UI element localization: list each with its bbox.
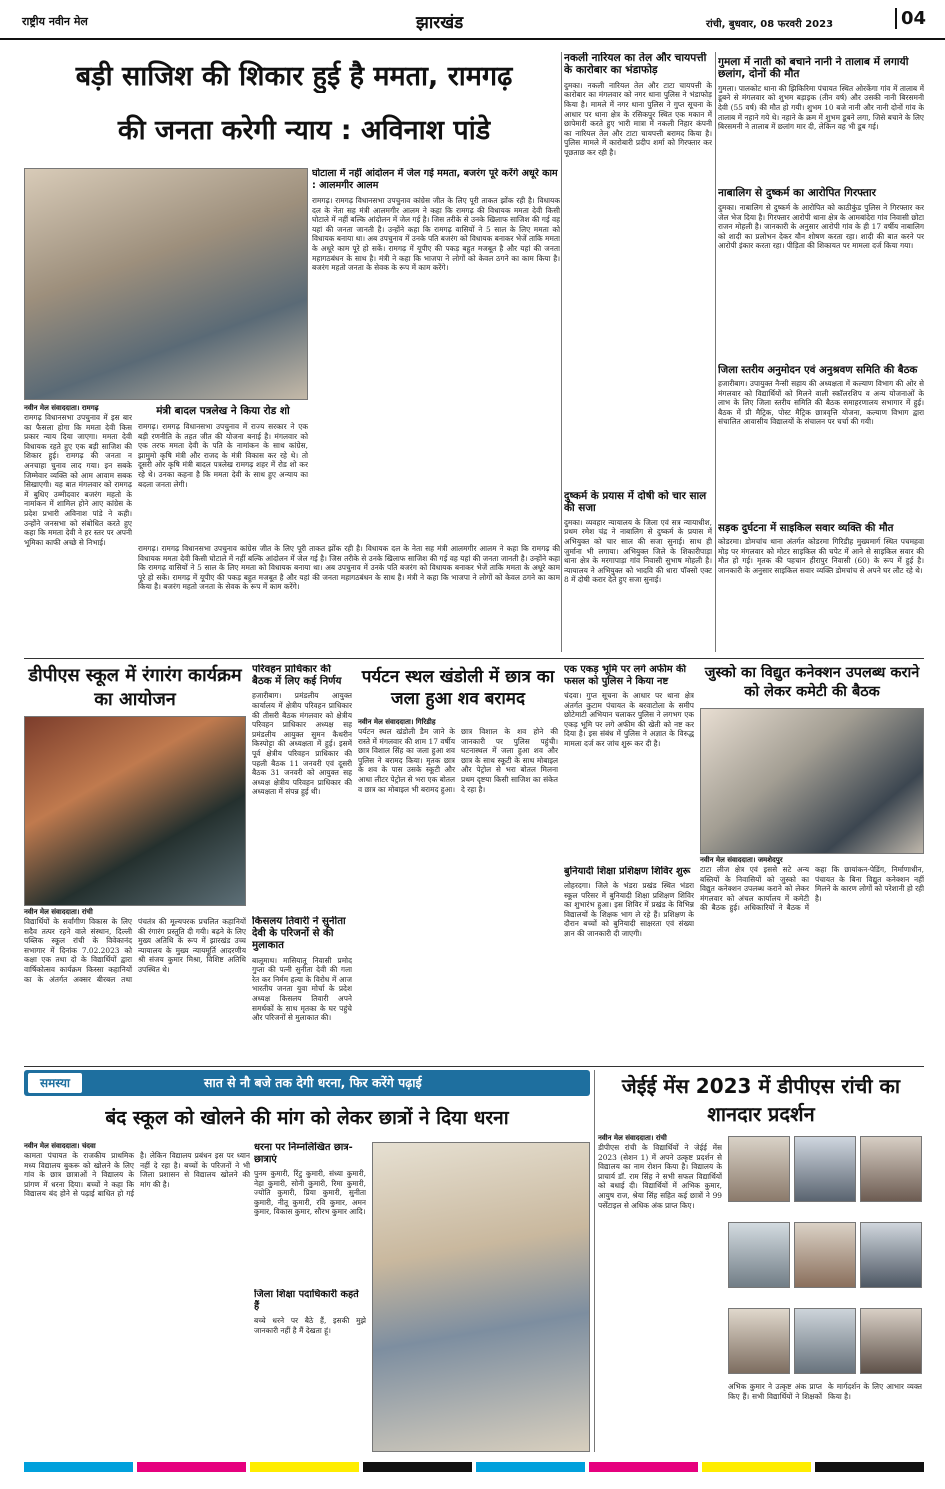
naryal-story	[564, 52, 712, 492]
nabalig-body: दुमका। नाबालिग से दुष्कर्म के आरोपित को काठीकुंड पुलिस ने गिरफ्तार कर जेल भेज दिया है। गिरफ्तार आरोपी थाना क्षेत्र के आमबांदेरा गांव निवासी छोटा राजन मोहली है। जानकारी के अनुसार आरोपी गांव के ही 17 वर्षीय नाबालिग को शादी का प्रलोभन देकर यौन शोषण करता रहा। शादी की बात करने पर आरोपी इंकार करता रहा। पीड़िता की शिकायत पर मामला दर्ज किया गया।	[718, 203, 924, 251]
samasya-headline: बंद स्कूल को खोलने की मांग को लेकर छात्रों ने दिया धरना	[105, 1107, 509, 1129]
jee-student-photo-2	[794, 1136, 856, 1202]
samasya-sub2: जिला शिक्षा पदाधिकारी कहते हैं	[254, 1289, 359, 1312]
samasya-quote: बच्चे धरने पर बैठे हैं, इसकी मुझे जानकारी नहीं है मैं देखता हूं।	[254, 1316, 366, 1335]
col-rule-1	[561, 52, 562, 652]
buniyadi-body: लोहरदगा। जिले के भंडरा प्रखंड स्थित भंडरा स्कूल परिसर में बुनियादी शिक्षा प्रशिक्षण शिविर का शुभारंभ हुआ। इस शिविर में प्रखंड के विभिन्न विद्यालयों के शिक्षक भाग ले रहे हैं। प्रशिक्षण के दौरान बच्चों को बुनियादी साक्षरता एवं संख्या ज्ञान की जानकारी दी जाएगी।	[564, 881, 694, 938]
dushkarm-story	[564, 490, 712, 652]
gumla-headline: गुमला में नाती को बचाने नानी ने तालाब में लगायी छलांग, दोनों की मौत	[718, 56, 909, 81]
jee-student-photo-5	[794, 1222, 856, 1288]
gumla-story	[718, 56, 924, 184]
samasya-body: कामता पंचायत के राजकीय प्राथमिक मध्य विद्यालय बुकरू को खोलने के लिए गांव के छात्र छात्राओं ने विद्यालय के प्रांगण में धरना दिया। बच्चों ने कहा कि विद्यालय बंद होने से पढ़ाई बाधित हो गई है। लेकिन विद्यालय प्रबंधन इस पर ध्यान नहीं दे रहा है। बच्चों के परिजनों ने भी जिला प्रशासन से विद्यालय खोलने की मांग की है।	[24, 1151, 250, 1199]
samiti-body: हजारीबाग। उपायुक्त नैन्सी सहाय की अध्यक्षता में कल्याण विभाग की ओर से मंगलवार को विद्यार्थियों को मिलने वाली स्कॉलरशिप व अन्य योजनाओं के लाभ के लिए जिला स्तरीय समिति की बैठक समाहरणालय सभागार में हुई। बैठक में प्री मैट्रिक, पोस्ट मैट्रिक छात्रवृत्ति योजना, कल्याण विभाग द्वारा संचालित आवासीय विद्यालयों के संचालन पर चर्चा की गयी।	[718, 379, 924, 427]
sadak-headline: सड़क दुर्घटना में साइकिल सवार व्यक्ति की मौत	[718, 523, 894, 534]
buniyadi-headline: बुनियादी शिक्षा प्रशिक्षण शिविर शुरू	[564, 866, 691, 877]
jee-headline: जेईई मेंस 2023 में डीपीएस रांची का शानदार प्रदर्शन	[621, 1074, 901, 1126]
jee-student-photo-4	[728, 1222, 790, 1288]
naryal-headline: नकली नारियल का तेल और चायपत्ती के कारोबार का भंडाफोड़	[564, 52, 707, 77]
dateline: रांची, बुधवार, 08 फरवरी 2023	[706, 19, 834, 30]
jusco-body: टाटा लीज क्षेत्र एवं इससे सटे अन्य बस्तियों के निवासियों को जुस्को का विद्युत कनेक्शन उपलब्ध कराने को लेकर मंगलवार को अंचल कार्यालय में कमेटी की बैठक हुई। अधिकारियों ने बैठक में कहा कि छायांकन-पेडिंग, निर्माणाधीन, पंचायत के बिना विद्युत कनेक्शन नहीं मिलने के कारण लोगों को परेशानी हो रही है।	[700, 865, 924, 913]
paryatan-story	[358, 718, 558, 1060]
samasya-tag: समस्या	[28, 1073, 82, 1093]
samasya-sub1: धरना पर निम्नलिखित छात्र-छात्राएं	[254, 1142, 353, 1165]
jee-student-photo-6	[860, 1222, 922, 1288]
jusco-caption: नवीन मेल संवाददाता। जमशेदपुर	[700, 856, 783, 864]
jee-student-photo-1	[728, 1136, 790, 1202]
samasya-banner	[24, 1070, 590, 1096]
samasya-story	[24, 1142, 250, 1452]
dps-photo	[24, 716, 246, 906]
afeem-headline: एक एकड़ भूमि पर लगे अफीम की फसल को पुलिस ने किया नष्ट	[564, 664, 687, 687]
lead-headline-line2: की जनता करेगी न्याय : अविनाश पांडे	[117, 115, 491, 146]
sadak-body: कोडरमा। डोमचांच थाना अंतर्गत कोडरमा गिरिडीह मुख्यमार्ग स्थित पचमहवा मोड़ पर मंगलवार को मोटर साइकिल की चपेट में आने से साइकिल सवार की मौत हो गई। मृतक की पहचान हीरापुर निवासी (60) के रूप में हुई है। जानकारी के अनुसार साइकिल सवार व्यक्ति डोमचांच से अपने घर लौट रहे थे।	[718, 537, 924, 575]
lead-headline-line1: बड़ी साजिश की शिकार हुई है ममता, रामगढ़	[75, 61, 513, 92]
paryatan-headline: पर्यटन स्थल खंडोली में छात्र का जला हुआ शव बरामद	[361, 667, 555, 709]
lead-continued: रामगढ़। रामगढ़ विधानसभा उपचुनाव कांग्रेस जीत के लिए पूरी ताकत झोंक रही है। विधायक दल के नेता सह मंत्री आलमगीर आलम ने कहा कि रामगढ़ की विधायक ममता देवी किसी घोटाले में नहीं बल्कि आंदोलन में जेल गई है। जिस तरीके से उनके खिलाफ साजिश की गई वह यहां की जनता जानती है। उन्होंने कहा कि रामगढ़ वासियों ने 5 साल के लिए ममता को विधायक बनाया था। अब उपचुनाव में उनके पति बजरंग को विधायक बनाकर भेजें ताकि ममता के अधूरे काम पूरे हो सकें। रामगढ़ में यूपीए की पकड़ बहुत मजबूत है और यहां की जनता महागठबंधन के साथ है। मंत्री ने कहा कि भाजपा ने लोगों को केवल ठगने का काम किया है। बजरंग महतो जनता के सेवक के रूप में काम करेंगे।	[138, 544, 560, 592]
jee-student-photo-8	[794, 1308, 856, 1374]
jee-footer: अभिक कुमार ने उत्कृष्ट अंक प्राप्त किए हैं। सभी विद्यार्थियों ने शिक्षकों के मार्गदर्शन के लिए आभार व्यक्त किया है।	[728, 1382, 922, 1401]
samasya-kicker: सात से नौ बजे तक देगी धरना, फिर करेंगे पढ़ाई	[204, 1075, 422, 1090]
jee-story	[598, 1134, 722, 1452]
side-story	[312, 168, 560, 540]
dps-headline: डीपीएस स्कूल में रंगारंग कार्यक्रम का आयोजन	[28, 665, 242, 710]
naryal-body: दुमका। नकली नारियल तेल और टाटा चायपत्ती के कारोबार का मंगलवार को नगर थाना पुलिस ने भंडाफोड़ किया है। मामले में नगर थाना पुलिस ने गुप्त सूचना के आधार पर थाना क्षेत्र के रसिकपुर स्थित एक मकान में छापेमारी करते हुए भारी मात्रा में नकली निहार कंपनी का नारियल तेल और टाटा चायपत्ती बरामद किया है। पुलिस मामले में कारोबारी प्रदीप शर्मा को गिरफ्तार कर पूछताछ कर रही है।	[564, 80, 712, 157]
dps-body: विद्यार्थियों के सर्वांगीण विकास के लिए सदैव तत्पर रहने वाले संस्थान, दिल्ली पब्लिक स्कूल रांची के विवेकानंद सभागार में दिनांक 7.02.2023 को कक्षा एक तथा दो के विद्यार्थियों द्वारा वार्षिकोत्सव कार्यक्रम किस्सा कहानियों का के अंतर्गत अक्सर बीरबल तथा पंचतंत्र की मूल्यपरक प्रचलित कहानियों की रंगारंग प्रस्तुति दी गयी। बढ़ने के लिए मुख्य अतिथि के रूप में झारखंड उच्च न्यायालय के मुख्य न्यायमूर्ति आदरणीय श्री संजय कुमार मिश्रा, विशिष्ट अतिथि उपस्थित थे।	[24, 917, 246, 984]
section-title: झारखंड	[416, 13, 464, 33]
parivahan-body: हजारीबाग। प्रमंडलीय आयुक्त कार्यालय में क्षेत्रीय परिवहन प्राधिकार की तीसरी बैठक मंगलवार को क्षेत्रीय परिवहन प्राधिकार अध्यक्ष सह प्रमंडलीय आयुक्त सुमन कैथरीन किस्पोट्टा की अध्यक्षता में हुई। इसमें पूर्व क्षेत्रीय परिवहन प्राधिकार की पहली बैठक 11 जनवरी एवं दूसरी बैठक 31 जनवरी को आयुक्त सह अध्यक्ष क्षेत्रीय परिवहन प्राधिकार की अध्यक्षता में संपन्न हुई थी।	[252, 691, 352, 797]
dushkarm-body: दुमका। व्यवहार न्यायालय के जिला एवं सत्र न्यायाधीश, प्रथम रमेश चंद्र ने नाबालिग से दुष्कर्म के प्रयास में अभियुक्त को चार साल की सजा सुनाई। साथ ही जुर्माना भी लगाया। अभियुक्त जिले के शिकारीपाड़ा थाना क्षेत्र के मरगापाड़ा गांव निवासी सुभाष मोहली है। न्यायालय ने अभियुक्त को भादवि की धारा पॉक्सो एक्ट 8 में दोषी करार देते हुए सजा सुनाई।	[564, 517, 712, 585]
divider-2	[24, 1066, 924, 1067]
kisalay-headline: किसलय तिवारी ने सुनीता देवी के परिजनों से की मुलाकात	[252, 916, 346, 952]
page-number: 04	[895, 8, 926, 29]
samasya-photo	[372, 1142, 590, 1452]
jee-caption: नवीन मेल संवाददाता। रांची	[598, 1134, 667, 1142]
dps-story	[24, 908, 246, 1060]
lead-photo	[24, 168, 308, 400]
jee-student-photo-9	[860, 1308, 922, 1374]
jusco-headline: जुस्को का विद्युत कनेक्शन उपलब्ध कराने को लेकर कमेटी की बैठक	[704, 665, 920, 700]
samasya-names: पुनम कुमारी, रिंटु कुमारी, संध्या कुमारी, नेहा कुमारी, सोनी कुमारी, रिमा कुमारी, ज्योति कुमारी, प्रिया कुमारी, सुनीता कुमारी, नीतू कुमारी, रवि कुमार, अमन कुमार, विकास कुमार, सौरभ कुमार आदि।	[254, 1169, 366, 1217]
jusco-story	[700, 856, 924, 1060]
side-story-headline-text: घोटाला में नहीं आंदोलन में जेल गई ममता, बजरंग पूरे करेंगे अधूरे काम : आलमगीर आलम	[312, 168, 558, 191]
minister-story	[138, 404, 308, 540]
dps-caption: नवीन मेल संवाददाता। रांची	[24, 908, 93, 916]
kisalay-story	[252, 916, 352, 1060]
jee-student-photo-7	[728, 1308, 790, 1374]
minister-headline: मंत्री बादल पत्रलेख ने किया रोड शो	[156, 405, 290, 417]
side-story-body: रामगढ़। रामगढ़ विधानसभा उपचुनाव कांग्रेस जीत के लिए पूरी ताकत झोंक रही है। विधायक दल के नेता सह मंत्री आलमगीर आलम ने कहा कि रामगढ़ की विधायक ममता देवी किसी घोटाले में नहीं बल्कि आंदोलन में जेल गई है। जिस तरीके से उनके खिलाफ साजिश की गई वह यहां की जनता जानती है। उन्होंने कहा कि रामगढ़ वासियों ने 5 साल के लिए ममता को विधायक बनाया था। अब उपचुनाव में उनके पति बजरंग को विधायक बनाकर भेजें ताकि ममता के अधूरे काम पूरे हो सकें। रामगढ़ में यूपीए की पकड़ बहुत मजबूत है और यहां की जनता महागठबंधन के साथ है। मंत्री ने कहा कि भाजपा ने लोगों को केवल ठगने का काम किया है। बजरंग महतो जनता के सेवक के रूप में काम करेंगे।	[312, 196, 560, 273]
samiti-story	[718, 362, 924, 518]
sadak-story	[718, 520, 924, 652]
jee-student-photo-3	[860, 1136, 922, 1202]
masthead	[0, 0, 945, 40]
lead-column	[24, 404, 132, 652]
col-rule-2	[715, 52, 716, 652]
col-rule-3	[594, 1070, 595, 1452]
paryatan-caption: नवीन मेल संवाददाता। गिरिडीह	[358, 718, 436, 726]
parivahan-headline: परिवहन प्राधिकार की बैठक में लिए कई निर्णय	[252, 664, 342, 688]
jusco-photo	[700, 708, 924, 854]
nabalig-headline: नाबालिग से दुष्कर्म का आरोपित गिरफ्तार	[718, 187, 876, 199]
jee-body: डीपीएस रांची के विद्यार्थियों ने जेईई मेंस 2023 (सेशन 1) में अपने उत्कृष्ट प्रदर्शन से विद्यालय का नाम रोशन किया है। विद्यालय के प्राचार्य डॉ. राम सिंह ने सभी सफल विद्यार्थियों को बधाई दी। विद्यार्थियों में अभिक कुमार, आयुष राज, श्रेया सिंह सहित कई छात्रों ने 99 पर्सेंटाइल से अधिक अंक प्राप्त किए।	[598, 1143, 722, 1210]
minister-body: रामगढ़। रामगढ़ विधानसभा उपचुनाव में राज्य सरकार ने एक बड़ी रणनीति के तहत जीत की योजना बनाई है। मंगलवार को एक तरफ ममता देवी के पति के नामांकन के साथ कांग्रेस, झामुमो कृषि मंत्री और राजद के मंत्री विकास कर रहे थे। तो दूसरी ओर कृषि मंत्री बादल पत्रलेख रामगढ़ शहर में रोड शो कर रहे थे। उनका कहना है कि ममता देवी के साथ हुए अन्याय का बदला जनता लेगी।	[138, 422, 308, 489]
lead-caption: नवीन मेल संवाददाता। रामगढ़	[24, 404, 99, 412]
logo: राष्ट्रीय नवीन मेल	[22, 15, 88, 28]
lead-body: रामगढ़ विधानसभा उपचुनाव में इस बार का फैसला होगा कि ममता देवी किस प्रकार न्याय दिया जाएगा। ममता देवी विधायक रहते हुए एक बड़ी साजिश की शिकार हुई। रामगढ़ की जनता न अनचाहा चुनाव लाद गया। इन सबके जिम्मेवार व्यक्ति को आम आवाम सबक सिखाएगी। यह बात मंगलवार को रामगढ़ में बुधिए उम्मीदवार बजरंग महतो के नामांकन में शामिल होने आए कांग्रेस के प्रदेश प्रभारी अविनाश पांडे ने कही। उन्होंने जनसभा को संबोधित करते हुए कहा कि ममता देवी ने हर स्तर पर अपनी भूमिका काफी अच्छे से निभाई।	[24, 413, 132, 547]
color-registration-bar	[24, 1462, 924, 1472]
afeem-story	[564, 664, 694, 864]
gumla-body: गुमला। पालकोट थाना की झिकिरिमा पंचायत स्थित ओरकेंगा गांव में तालाब में डूबने से मंगलवार को शुभम बड़ाइक (तीन वर्ष) और उसकी नानी बिरसमनी देवी (55 वर्ष) की मौत हो गयी। शुभम 10 बजे नानी और नानी दोनों गांव के तालाब में नहाने गये थे। नहाने के क्रम में शुभम डूबने लगा, जिसे बचाने के लिए बिरसमनी ने तालाब में छलांग मार दी, लेकिन वह भी डूब गई।	[718, 83, 924, 132]
afeem-body: चंदवा। गुप्त सूचना के आधार पर थाना क्षेत्र अंतर्गत कुटाम पंचायत के बरवाटोला के समीप छोटेमाटी अभियान चलाकर पुलिस ने लगभग एक एकड़ भूमि पर लगे अफीम की खेती को नष्ट कर दिया है। इस संबंध में पुलिस ने अज्ञात के विरुद्ध मामला दर्ज कर जांच शुरू कर दी है।	[564, 691, 694, 748]
divider-1	[24, 658, 924, 659]
samasya-names-block	[254, 1142, 366, 1452]
samasya-caption: नवीन मेल संवाददाता। चंदवा	[24, 1142, 96, 1150]
nabalig-story	[718, 186, 924, 358]
dushkarm-headline: दुष्कर्म के प्रयास में दोषी को चार साल की सजा	[564, 490, 707, 515]
paryatan-body: पर्यटन स्थल खंडोली डैम जाने के रास्ते में मंगलवार की शाम 17 वर्षीय छात्र विशाल सिंह का जला हुआ शव पुलिस ने बरामद किया। मृतक छात्र के शव के पास उसके स्कूटी और आधा लीटर पेट्रोल से भरा एक बोतल व छात्र का मोबाइल भी बरामद हुआ। छात्र विशाल के शव होने की जानकारी पर पुलिस पहुंची। घटनास्थल में जला हुआ शव और छात्र के साथ स्कूटी के साथ मोबाइल और पेट्रोल से भरा बोतल मिलना प्रथम दृष्टया किसी साजिश का संकेत दे रहा है।	[358, 727, 558, 794]
kisalay-body: बालूमाथ। मासियातू निवासी प्रमोद गुप्ता की पत्नी सुनीता देवी की गला रेत कर निर्मम हत्या के विरोध में आज भारतीय जनता युवा मोर्चा के प्रदेश अध्यक्ष किसलय तिवारी अपने समर्थकों के साथ मृतका के घर पहुंचे और परिजनों से मुलाकात की।	[252, 955, 352, 1023]
samiti-headline: जिला स्तरीय अनुमोदन एवं अनुश्रवण समिति की बैठक	[718, 365, 918, 376]
buniyadi-story	[564, 866, 694, 1060]
parivahan-story	[252, 664, 352, 914]
